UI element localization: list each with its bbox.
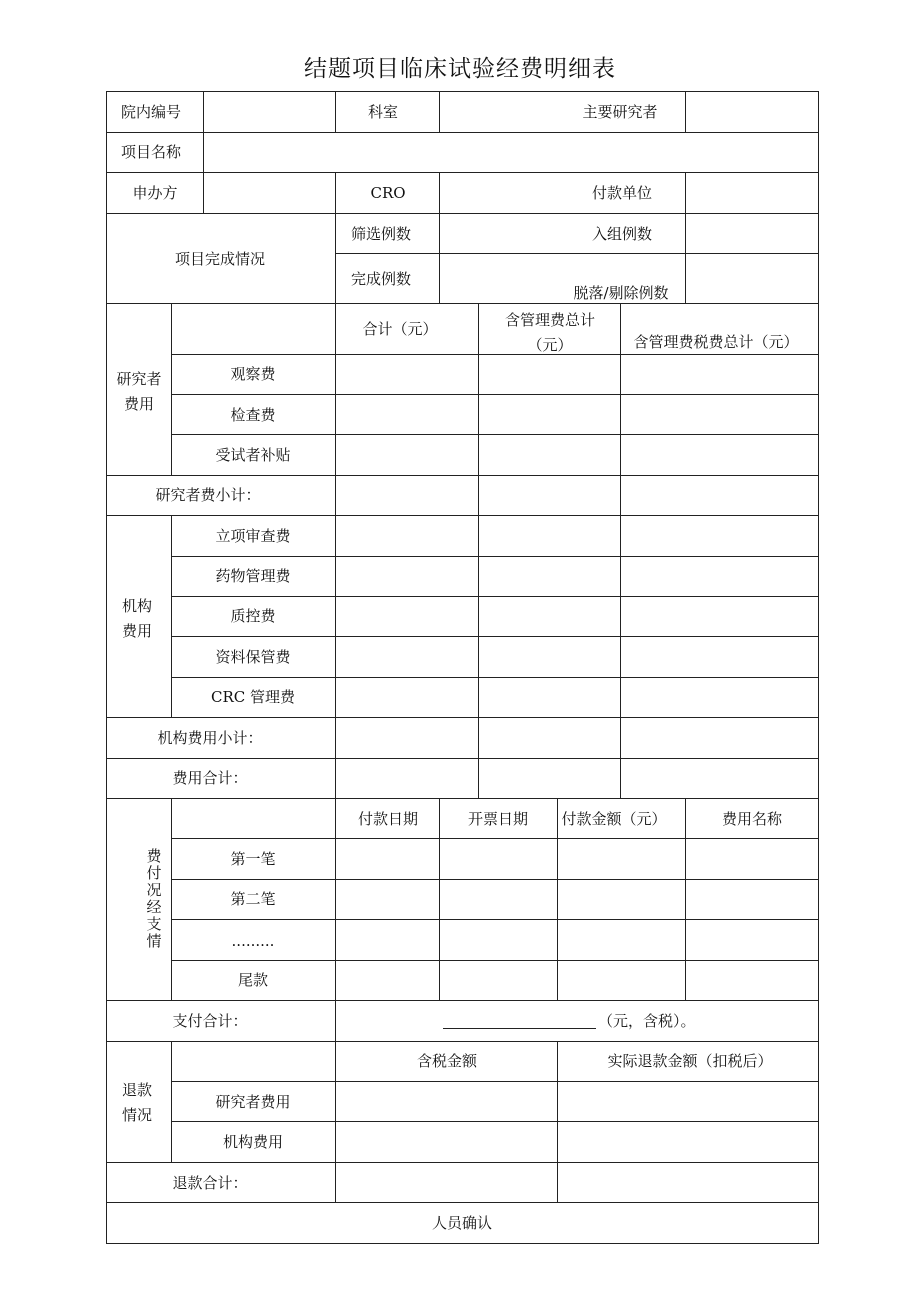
group-payment-col1	[146, 848, 162, 899]
col-invoice-date: 开票日期	[467, 810, 529, 828]
row-payment-1: 第一笔	[230, 850, 276, 868]
group-institution-line2: 费用	[121, 622, 153, 640]
refund-total-label: 退款合计：	[172, 1174, 248, 1192]
row-subject-subsidy: 受试者补贴	[215, 446, 291, 464]
label-screened: 筛选例数	[350, 225, 412, 243]
label-dropout: 脱落/剔除例数	[573, 284, 669, 302]
col-refund-tax-incl: 含税金额	[416, 1052, 478, 1070]
label-completed: 完成例数	[350, 270, 412, 288]
investigator-subtotal: 研究者费小计：	[155, 486, 261, 504]
label-project-name: 项目名称	[120, 143, 182, 161]
payment-total-suffix: （元，含税）。	[598, 1012, 696, 1030]
payment-label-col1: 费 付 况	[146, 847, 162, 899]
label-hospital-no: 院内编号	[120, 103, 182, 121]
label-cro: CRO	[370, 184, 406, 202]
institution-subtotal: 机构费用小计：	[157, 729, 263, 747]
label-enrolled: 入组例数	[591, 225, 653, 243]
group-payment-col2	[146, 899, 162, 950]
row-refund-institution: 机构费用	[222, 1133, 284, 1151]
col-refund-actual: 实际退款金额（扣税后）	[607, 1052, 773, 1070]
row-payment-final: 尾款	[237, 971, 269, 989]
label-payer: 付款单位	[591, 184, 653, 202]
col-payment-amount: 付款金额（元）	[561, 810, 667, 828]
fees-grand-total: 费用合计：	[172, 769, 248, 787]
row-refund-investigator: 研究者费用	[215, 1093, 291, 1111]
page-title: 结题项目临床试验经费明细表	[304, 56, 616, 82]
label-department: 科室	[367, 103, 399, 121]
row-archive-fee: 资料保管费	[215, 648, 291, 666]
label-pi: 主要研究者	[582, 103, 658, 121]
row-payment-more: .........	[231, 932, 275, 950]
col-total: 合计（元）	[362, 320, 438, 338]
group-institution-line1: 机构	[121, 597, 153, 615]
col-payment-date: 付款日期	[357, 810, 419, 828]
row-payment-2: 第二笔	[230, 890, 276, 908]
row-exam-fee: 检查费	[230, 406, 276, 424]
col-mgmt-total-line1: 含管理费总计	[504, 311, 596, 329]
col-mgmt-total-line2: （元）	[527, 336, 573, 354]
payment-label-col2: 经 支 情	[146, 898, 162, 950]
group-refund-line1: 退款	[121, 1081, 153, 1099]
col-mgmt-tax-total: 含管理费税费总计（元）	[633, 333, 799, 351]
row-approval-fee: 立项审查费	[215, 527, 291, 545]
payment-total-label: 支付合计：	[172, 1012, 248, 1030]
personnel-confirm: 人员确认	[431, 1214, 493, 1232]
col-fee-name: 费用名称	[721, 810, 783, 828]
row-crc-fee: CRC 管理费	[210, 688, 296, 706]
group-investigator-line1: 研究者	[116, 370, 162, 388]
group-investigator-line2: 费用	[123, 395, 155, 413]
row-qc-fee: 质控费	[230, 607, 276, 625]
row-observation-fee: 观察费	[230, 365, 276, 383]
row-drug-mgmt-fee: 药物管理费	[215, 567, 291, 585]
label-sponsor: 申办方	[132, 184, 178, 202]
group-refund-line2: 情况	[121, 1106, 153, 1124]
label-completion: 项目完成情况	[174, 250, 266, 268]
